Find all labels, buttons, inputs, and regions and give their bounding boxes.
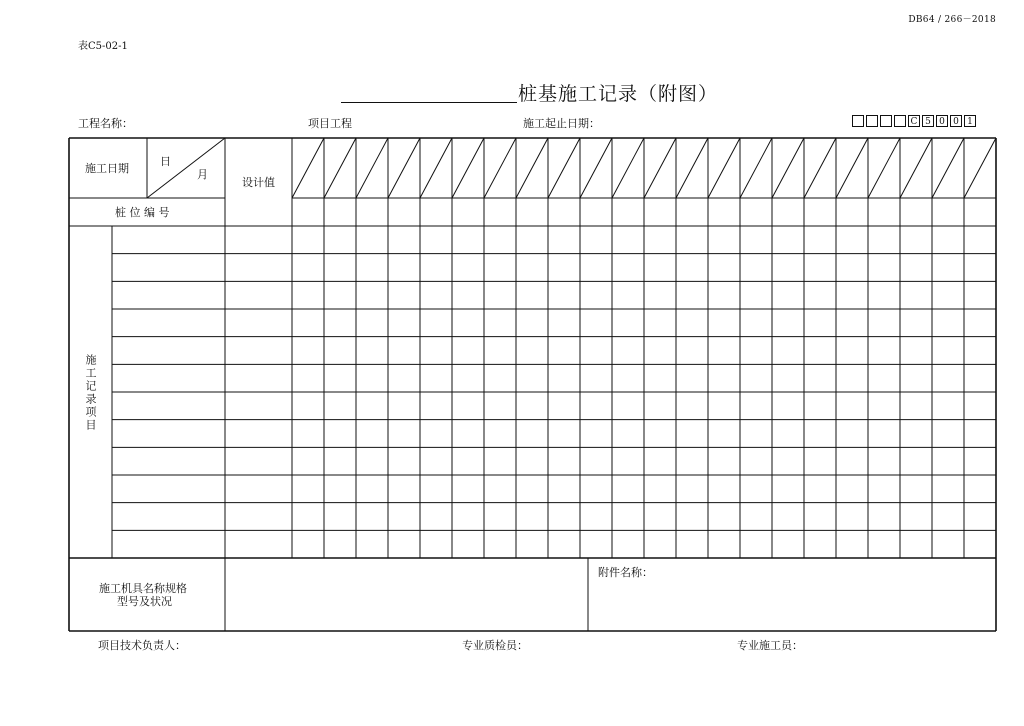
construction-period-label: 施工起止日期： — [523, 117, 600, 130]
date-cell-diagonal — [452, 138, 484, 198]
date-cell-diagonal — [676, 138, 708, 198]
code-box: 0 — [936, 115, 948, 127]
worker-signature-label: 专业施工员： — [737, 639, 803, 652]
date-cell-diagonal — [580, 138, 612, 198]
design-value-label: 设计值 — [242, 176, 275, 189]
record-items-label-char: 目 — [85, 418, 97, 432]
qc-inspector-signature-label: 专业质检员： — [462, 639, 528, 652]
date-cell-diagonal — [900, 138, 932, 198]
date-cell-diagonal — [932, 138, 964, 198]
form-number: 表C5-02-1 — [78, 41, 128, 52]
attachment-label: 附件名称： — [598, 566, 653, 579]
pile-number-label: 桩 位 编 号 — [115, 206, 170, 219]
record-items-label — [86, 354, 98, 432]
equipment-label-line2: 型号及状况 — [117, 595, 172, 608]
code-box: 0 — [950, 115, 962, 127]
code-box: C — [908, 115, 920, 127]
day-label: 日 — [160, 155, 171, 168]
record-items-label-char: 录 — [85, 392, 97, 406]
standard-code: DB64 / 266－2018 — [908, 15, 996, 25]
record-items-label-char: 施 — [85, 353, 97, 367]
date-cell-diagonal — [324, 138, 356, 198]
date-label: 施工日期 — [85, 162, 129, 175]
date-cell-diagonal — [420, 138, 452, 198]
date-cell-diagonal — [708, 138, 740, 198]
page-title: 桩基施工记录（附图） — [518, 83, 719, 105]
record-items-label-char: 项 — [85, 405, 97, 419]
code-box: 5 — [922, 115, 934, 127]
date-diagonal — [147, 138, 225, 198]
date-cell-diagonal — [644, 138, 676, 198]
record-items-label-char: 工 — [85, 366, 97, 380]
project-name-label: 工程名称： — [78, 117, 133, 130]
date-cell-diagonal — [548, 138, 580, 198]
date-cell-diagonal — [356, 138, 388, 198]
date-cell-diagonal — [868, 138, 900, 198]
date-cell-diagonal — [516, 138, 548, 198]
date-cell-diagonal — [836, 138, 868, 198]
equipment-label-line1: 施工机具名称规格 — [99, 582, 187, 595]
code-box: 1 — [964, 115, 976, 127]
date-cell-diagonal — [964, 138, 996, 198]
date-cell-diagonal — [772, 138, 804, 198]
date-cell-diagonal — [292, 138, 324, 198]
sub-project-label: 项目工程 — [308, 117, 352, 130]
tech-lead-signature-label: 项目技术负责人： — [98, 639, 186, 652]
date-cell-diagonal — [612, 138, 644, 198]
date-cell-diagonal — [388, 138, 420, 198]
date-cell-diagonal — [804, 138, 836, 198]
date-cell-diagonal — [484, 138, 516, 198]
record-items-label-char: 记 — [85, 379, 97, 393]
date-cell-diagonal — [740, 138, 772, 198]
month-label: 月 — [197, 168, 208, 181]
